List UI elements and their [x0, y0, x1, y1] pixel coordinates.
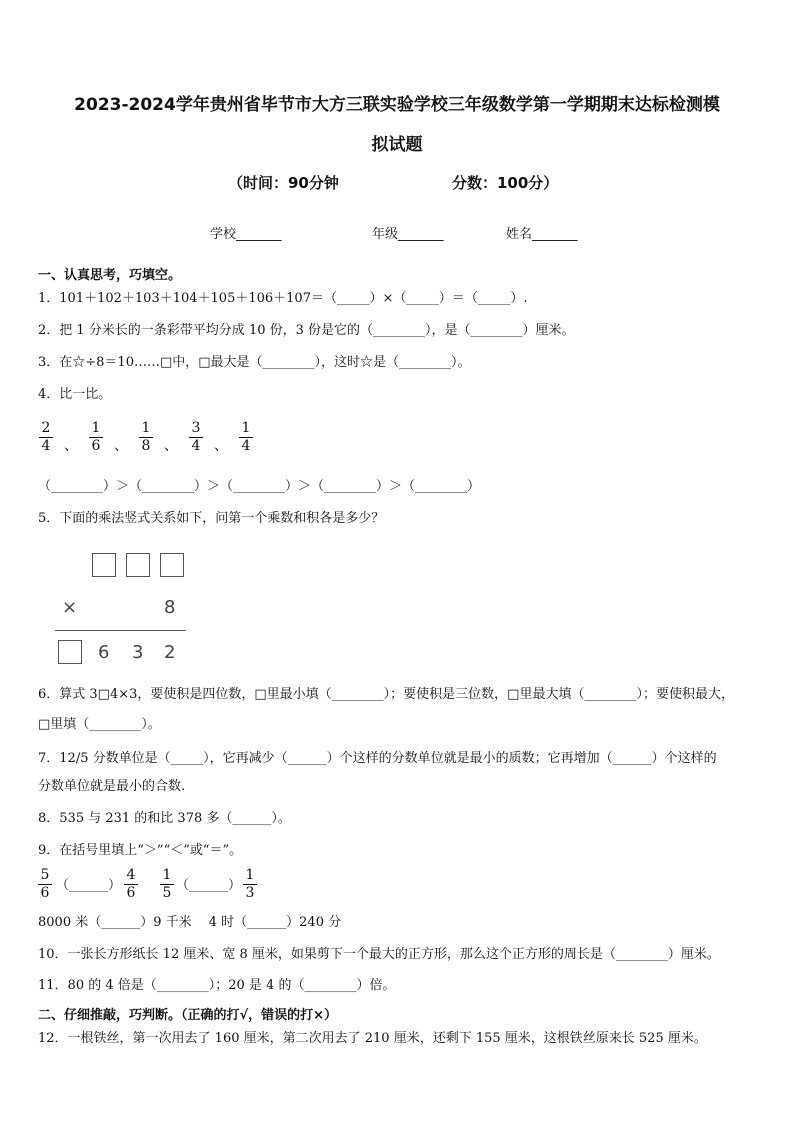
exam-title-line1: 2023-2024学年贵州省毕节市大方三联实验学校三年级数学第一学期期末达标检测模: [74, 95, 720, 115]
question-12: 12．一根铁丝，第一次用去了 160 厘米，第二次用去了 210 厘米，还剩下 155 厘米，这根铁丝原来长 525 厘米。: [38, 1031, 707, 1046]
question-7-line1: 7．12/5 分数单位是（_____），它再减少（______）个这样的分数单位就是最小的质数；它再增加（______）个这样的: [38, 751, 717, 766]
grade-field: 年级_______: [372, 227, 444, 242]
question-11: 11．80 的 4 倍是（________）；20 是 4 的（________）倍。: [38, 978, 396, 993]
name-field: 姓名_______: [506, 227, 578, 242]
fraction: $\frac{1}{5}$: [160, 867, 174, 902]
school-field: 学校_______: [210, 227, 282, 242]
digit-box: [126, 553, 150, 577]
question-7-line2: 分数单位就是最小的合数.: [38, 779, 186, 794]
exam-time: （时间：90分钟: [228, 174, 339, 192]
fraction: $\frac{1}{8}$: [139, 420, 153, 455]
product-digit: 6: [98, 642, 110, 663]
exam-title-line2: 拟试题: [371, 135, 423, 155]
question-6-line1: 6．算式 3□4×3，要使积是四位数，□里最小填（________）；要使积是三位数，□里最大填（________）；要使积最大，: [38, 687, 734, 702]
product-digit: 2: [164, 642, 176, 663]
separator: 、: [214, 438, 228, 454]
fraction: $\frac{1}{4}$: [239, 420, 253, 455]
fraction: $\frac{5}{6}$: [38, 867, 52, 902]
fraction: $\frac{3}{4}$: [189, 420, 203, 455]
separator: 、: [64, 438, 78, 454]
question-8: 8．535 与 231 的和比 378 多（______）。: [38, 811, 291, 826]
question-9-label: 9．在括号里填上“＞”“＜”或“＝”。: [38, 843, 243, 858]
question-9-line2: 8000 米（______）9 千米 4 时（______）240 分: [38, 915, 342, 930]
multiplication-rule: [55, 630, 186, 631]
times-sign: ×: [62, 597, 78, 618]
question-6-line2: □里填（________）。: [38, 717, 161, 732]
digit-box: [160, 553, 184, 577]
product-digit: 3: [132, 642, 144, 663]
question-1: 1．101＋102＋103＋104＋105＋106＋107＝（_____）×（_____）＝（_____）.: [38, 291, 528, 306]
question-5-label: 5．下面的乘法竖式关系如下，问第一个乘数和积各是多少？: [38, 511, 385, 526]
question-4-compare: （________）＞（________）＞（________）＞（________）＞（________）: [38, 479, 481, 494]
section2-heading: 二、仔细推敲，巧判断。（正确的打√，错误的打×）: [38, 1008, 338, 1023]
separator: 、: [114, 438, 128, 454]
fraction: $\frac{1}{6}$: [89, 420, 103, 455]
fraction: $\frac{2}{4}$: [39, 420, 53, 455]
section1-heading: 一、认真思考，巧填空。: [38, 268, 182, 283]
separator: 、: [164, 438, 178, 454]
exam-score: 分数：100分）: [452, 174, 559, 192]
compare-blank: （______）: [176, 878, 242, 893]
digit-box: [92, 553, 116, 577]
compare-blank: （______）: [56, 878, 122, 893]
fraction: $\frac{4}{6}$: [124, 867, 138, 902]
question-2: 2．把 1 分米长的一条彩带平均分成 10 份，3 份是它的（________），是（________）厘米。: [38, 323, 575, 338]
question-4-label: 4．比一比。: [38, 387, 112, 402]
fraction: $\frac{1}{3}$: [243, 867, 257, 902]
multiplier-digit: 8: [164, 597, 176, 618]
question-3: 3．在☆÷8＝10……□中，□最大是（________），这时☆是（________）。: [38, 355, 471, 370]
digit-box: [58, 640, 82, 664]
question-10: 10．一张长方形纸长 12 厘米、宽 8 厘米，如果剪下一个最大的正方形，那么这个正方形的周长是（________）厘米。: [38, 947, 720, 962]
